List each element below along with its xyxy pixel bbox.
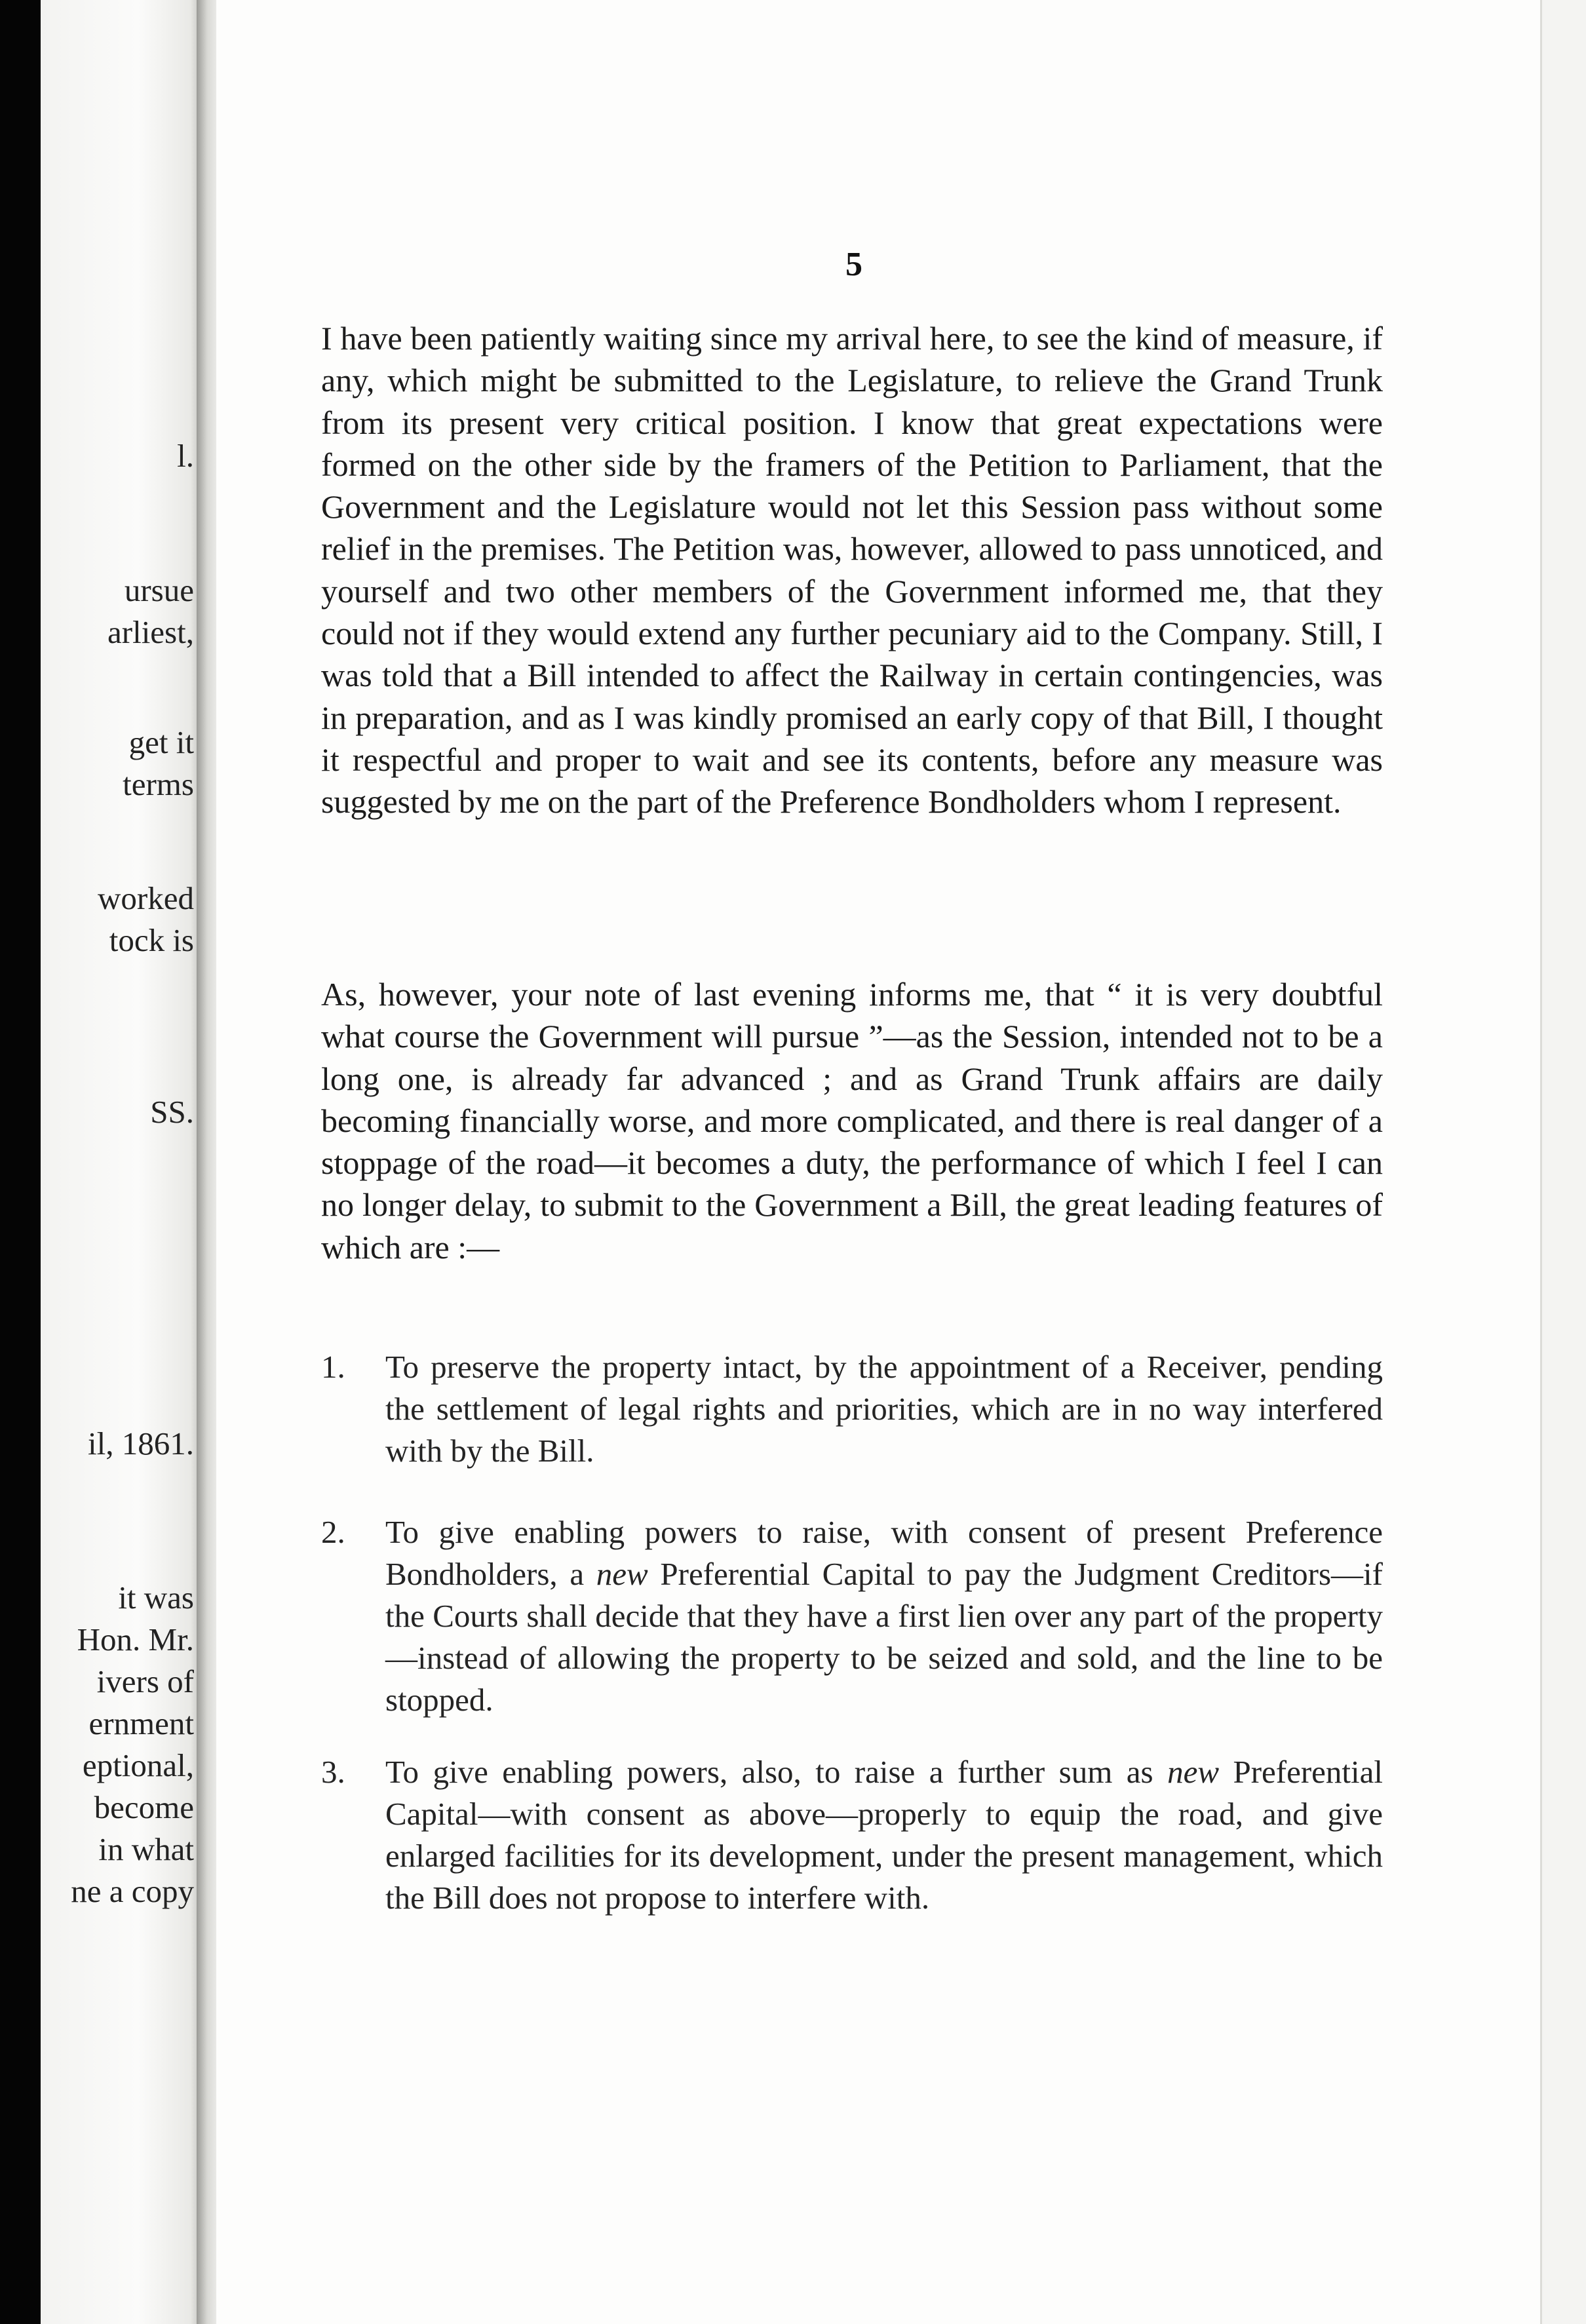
list-item [321,1346,1383,1472]
facing-page-fragment: arliest, [107,614,194,650]
facing-page-fragment: il, 1861. [88,1425,194,1462]
facing-page [41,0,203,2324]
page-number: 5 [845,246,862,283]
facing-page-fragment: ne a copy [71,1873,194,1909]
scan-border [0,0,41,2324]
body-paragraph [321,317,1383,823]
facing-page-fragment: l. [177,438,194,474]
list-item-text: To preserve the property intact, by the appointment of a Receiver, pending the settlement of legal rights and priorities, which are in no way interfered with by the Bill. [385,1349,1383,1469]
facing-page-fragment: SS. [150,1094,194,1130]
facing-page-fragment: Hon. Mr. [77,1621,194,1657]
list-number: 1. [321,1349,345,1385]
list-item [321,1511,1383,1721]
facing-page-fragment: tock is [109,922,194,958]
emphasis-text: new [596,1556,648,1592]
body-paragraph [321,973,1383,1268]
paragraph-text: As, however, your note of last evening informs me, that “ it is very doubtful what course the Government will pursue ”—as the Session, intended not to be a long one, is already far advanced ; and as Grand Trunk affairs are daily becoming financially worse, and more complicated, and there is real danger of a stoppage of the road—it becomes a duty, the performance of which I feel I can no longer delay, to submit to the Government a Bill, the great leading features of which are :— [321,976,1383,1266]
facing-page-fragment: in what [98,1831,194,1867]
page-edge [1540,0,1586,2324]
facing-page-fragment: ernment [88,1705,194,1741]
list-number: 3. [321,1754,345,1790]
list-text-part: Preferential Capital to pay the Judgment Creditors—if the Courts shall decide that they have a first lien over any part of the property—instead of allowing the property to be seized and sold, and the line to be stopped. [385,1556,1383,1718]
list-text-part: To give enabling powers, also, to raise a further sum as [385,1754,1168,1790]
facing-page-fragment: ivers of [96,1663,194,1699]
facing-page-fragment: get it [128,724,194,760]
emphasis-text: new [1167,1754,1220,1790]
facing-page-fragment: terms [123,766,194,802]
facing-page-fragment: worked [98,880,194,916]
facing-page-fragment: eptional, [82,1747,194,1783]
facing-page-fragment: ursue [124,572,194,608]
list-item-text [385,1751,1383,1919]
list-item [321,1751,1383,1919]
list-text-part: To give enabling powers to raise, with consent of present Preference Bondholders, a [385,1514,1383,1592]
list-number: 2. [321,1514,345,1550]
facing-page-fragment: become [94,1789,194,1825]
facing-page-fragment: it was [118,1579,194,1616]
list-item-text [385,1511,1383,1721]
paragraph-text: I have been patiently waiting since my arrival here, to see the kind of measure, if any, which might be submitted to the Legislature, to relieve the Grand Trunk from its present very critical position. I know that great expectations were formed on the other side by the framers of the Petition to Parliament, that the Government and the Legislature would not let this Session pass without some relief in the premises. The Petition was, however, allowed to pass unnoticed, and yourself and two other members of the Government informed me, that they could not if they would extend any further pecuniary aid to the Company. Still, I was told that a Bill intended to affect the Railway in certain contingencies, was in preparation, and as I was kindly promised an early copy of that Bill, I thought it respectful and proper to wait and see its contents, before any measure was suggested by me on the part of the Preference Bondholders whom I represent. [321,320,1383,821]
list-text-part: Preferential Capital—with consent as above—properly to equip the road, and give enlarged facilities for its development, under the present management, which the Bill does not propose to interfere with. [385,1754,1383,1916]
